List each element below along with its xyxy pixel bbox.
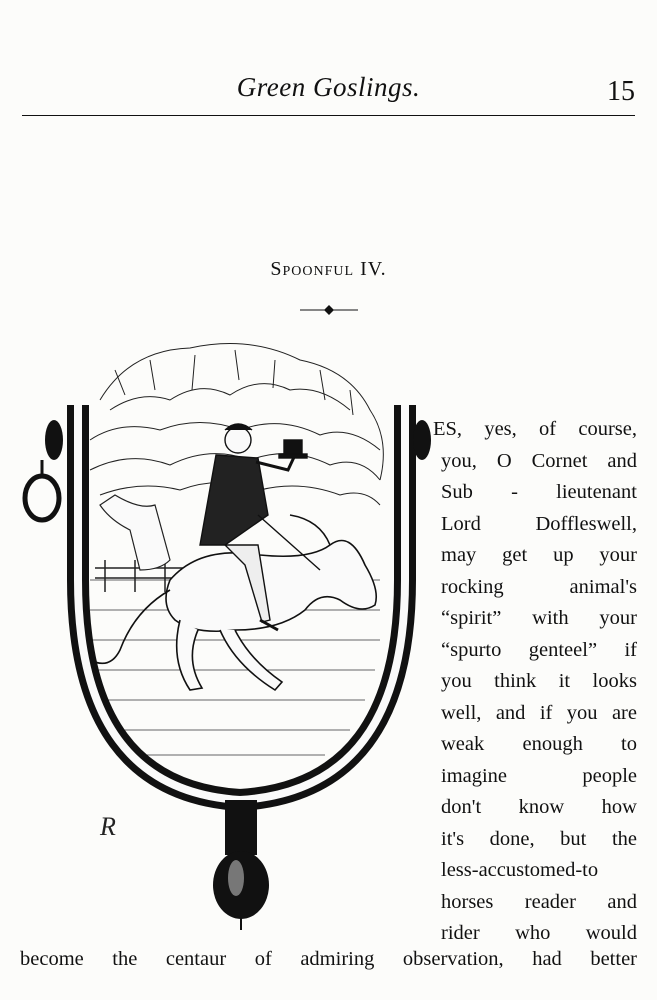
text-line: may get up your bbox=[441, 544, 637, 566]
text-line: it's done, but the bbox=[441, 828, 637, 850]
section-title: Spoonful IV. bbox=[270, 258, 387, 280]
text-line: imagine people bbox=[441, 765, 637, 787]
text-line: rider who would bbox=[441, 922, 637, 944]
text-line: don't know how bbox=[441, 796, 637, 818]
text-line: Sub - lieutenant bbox=[441, 481, 637, 503]
text-line: less-accustomed-to bbox=[441, 859, 599, 881]
text-line: “spurto genteel” if bbox=[441, 639, 637, 661]
page-number: 15 bbox=[607, 76, 635, 107]
text-line: ES, yes, of course, bbox=[433, 418, 637, 440]
text-line: “spirit” with your bbox=[441, 607, 637, 629]
text-line: rocking animal's bbox=[441, 576, 637, 598]
text-line: Lord Doffleswell, bbox=[441, 513, 637, 535]
text-line: horses reader and bbox=[441, 891, 637, 913]
text-line: you, O Cornet and bbox=[441, 450, 637, 472]
artist-monogram: R bbox=[100, 812, 116, 841]
text-line: weak enough to bbox=[441, 733, 637, 755]
text-line: you think it looks bbox=[441, 670, 637, 692]
text-line: become the centaur of admiring observation, had better bbox=[20, 948, 637, 970]
running-title: Green Goslings. bbox=[236, 72, 421, 102]
text-line: well, and if you are bbox=[441, 702, 637, 724]
